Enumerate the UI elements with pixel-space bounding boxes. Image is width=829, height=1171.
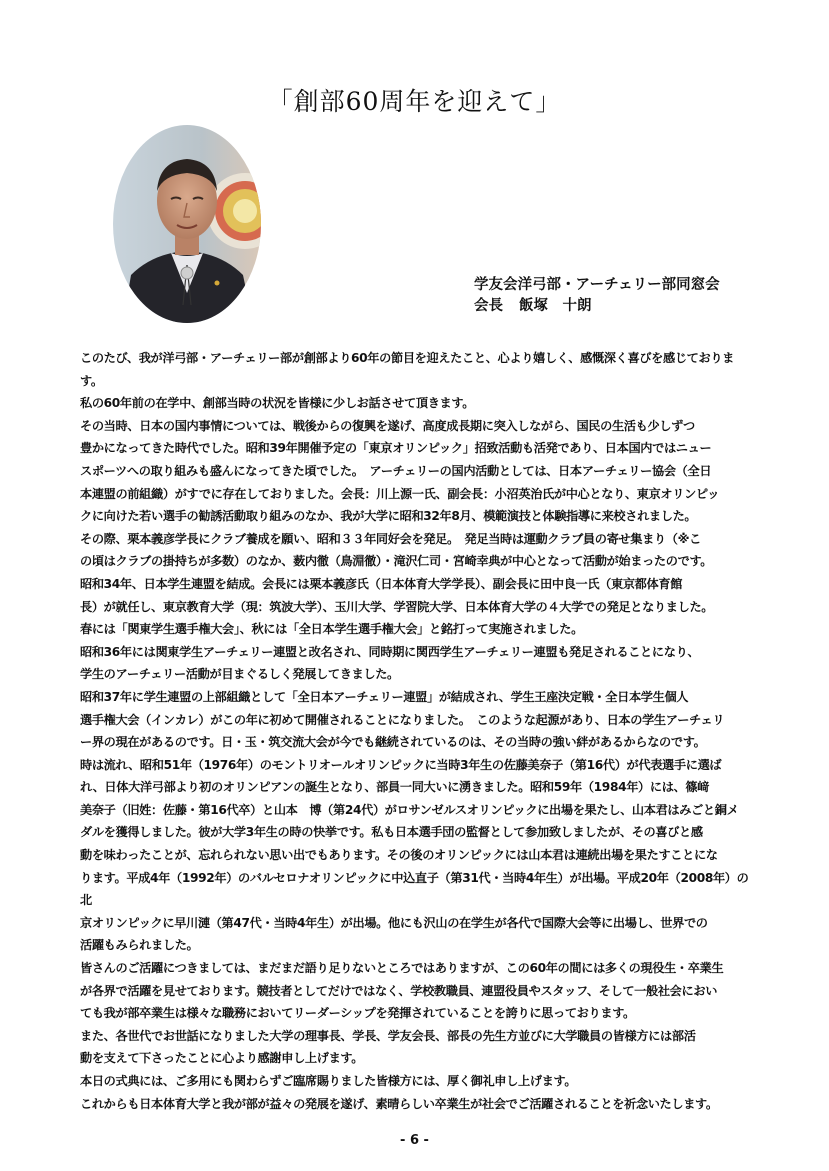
paragraph: 昭和34年、日本学生連盟を結成。会長には栗本義彦氏（日本体育大学学長）、副会長に田中良一氏（東京都体育館 長）が就任し、東京教育大学（現：筑波大学）、玉川大学、学習院大学、日本体育大学の４大学での発足となりました。 春には「関東学生選手権大会」、秋には「全日本学生選手権大会」と銘打って実施されました。 (80, 576, 714, 637)
author-name: 飯塚 十朗 (519, 298, 592, 314)
paragraph: 皆さんのご活躍につきましては、まだまだ語り足りないところではありますが、この60年の間には多くの現役生・卒業生 が各界で活躍を見せております。競技者としてだけではなく、学校教職員、連盟役員やスタッフ、そして一般社会におい ても我が部卒業生は様々な職務においてリーダーシップを発揮されていることを誇りに思っております。 (80, 961, 724, 1021)
page-title: 「創部60周年を迎えて」 (267, 87, 562, 116)
paragraph: このたび、我が洋弓部・アーチェリー部が創部より60年の節目を迎えたこと、心より嬉しく、感慨深く喜びを感じております。 (80, 351, 735, 388)
portrait-photo (113, 125, 261, 323)
author-portrait (113, 125, 261, 323)
paragraph: その当時、日本の国内事情については、戦後からの復興を遂げ、高度成長期に突入しながら、国民の生活も少しずつ 豊かになってきた時代でした。昭和39年開催予定の「東京オリンピック」招致活動も活発であり、日本国内ではニュー スポーツへの取り組みも盛んになってきた頃でした。 アーチェリーの国内活動としては、日本アーチェリー協会（全日 本連盟の前組織）がすでに存在しておりました。会長：川上源一氏、副会長：小沼英治氏が中心となり、東京オリンピッ クに向けた若い選手の勧誘活動取り組みのなか、我が大学に昭和32年8月、模範演技と体験指導に来校されました。 (80, 418, 720, 524)
author-role: 会長 (474, 298, 503, 314)
paragraph: 私の60年前の在学中、創部当時の状況を皆様に少しお話させて頂きます。 (80, 396, 475, 411)
paragraph: 本日の式典には、ご多用にも関わらずご臨席賜りました皆様方には、厚く御礼申し上げます。 (80, 1074, 577, 1088)
author-title-line (474, 296, 720, 317)
paragraph: その際、栗本義彦学長にクラブ養成を願い、昭和３３年同好会を発足。 発足当時は運動クラブ員の寄せ集まり（※こ の頃はクラブの掛持ちが多数）のなか、薮内徹（鳥淵徹）・滝沢仁司・宮崎幸典が中心となって活動が始まったのです。 (80, 531, 713, 569)
paragraph: 時は流れ、昭和51年（1976年）のモントリオールオリンピックに当時3年生の佐藤美奈子（第16代）が代表選手に選ば れ、日体大洋弓部より初のオリンピアンの誕生となり、部員一同大いに湧きました。昭和59年（1984年）には、篠﨑 美奈子（旧姓：佐藤・第16代卒）と山本 博（第24代）がロサンゼルスオリンピックに出場を果たし、山本君はみごと銅メ ダルを獲得しました。彼が大学3年生の時の快挙です。私も日本選手団の監督として参加致しましたが、その喜びと感 動を味わったことが、忘れられない思い出でもあります。その後のオリンピックには山本君は連続出場を果たすことにな ります。平成4年（1992年）のバルセロナオリンピックに中込直子（第31代・当時4年生）が出場。平成20年（2008年）の北 京オリンピックに早川漣（第47代・当時4年生）が出場。他にも沢山の在学生が各代で国際大会等に出場し、世界での 活躍もみられました。 (80, 757, 749, 953)
message-body (80, 347, 752, 1115)
paragraph: また、各世代でお世話になりました大学の理事長、学長、学友会長、部長の先生方並びに大学職員の皆様方には部活 動を支えて下さったことに心より感謝申し上げます。 (80, 1028, 696, 1066)
paragraph: 昭和36年には関東学生アーチェリー連盟と改名され、同時期に関西学生アーチェリー連盟も発足されることになり、 学生のアーチェリー活動が目まぐるしく発展してきました。 (80, 644, 700, 682)
paragraph: 昭和37年に学生連盟の上部組織として「全日本アーチェリー連盟」が結成され、学生王座決定戦・全日本学生個人 選手権大会（インカレ）がこの年に初めて開催されることになりました。 このような起源があり、日本の学生アーチェリ ー界の現在があるのです。日・玉・筑交流大会が今でも継続されているのは、その当時の強い絆があるからなのです。 (80, 689, 725, 750)
author-affiliation: 学友会洋弓部・アーチェリー部同窓会 (474, 277, 720, 293)
author-block (474, 275, 720, 317)
page-number: - 6 - (400, 1133, 429, 1148)
paragraph: これからも日本体育大学と我が部が益々の発展を遂げ、素晴らしい卒業生が社会でご活躍されることを祈念いたします。 (80, 1096, 718, 1111)
